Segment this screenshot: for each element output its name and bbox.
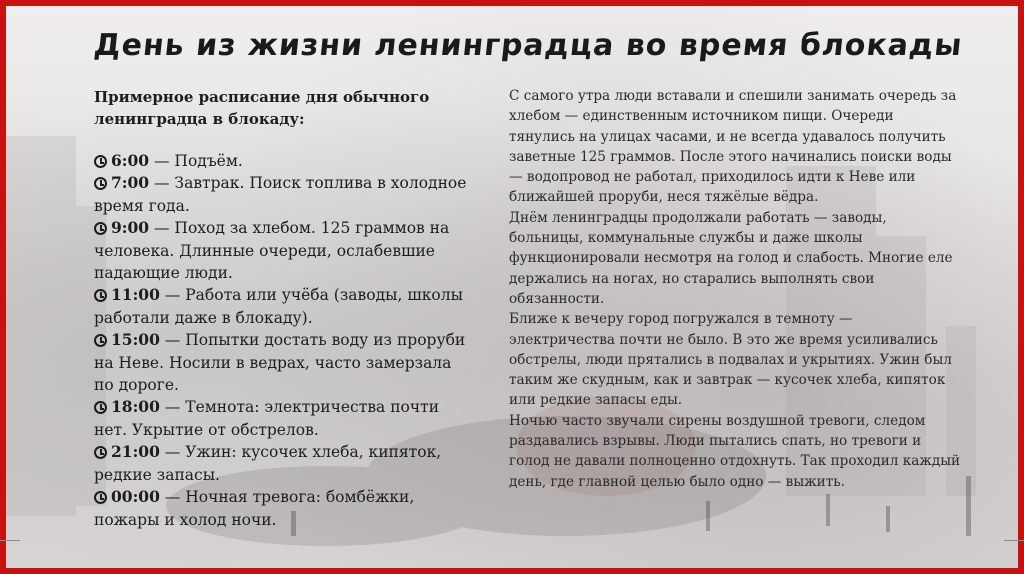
narrative-paragraph-day: Днём ленинградцы продолжали работать — заводы, больницы, коммунальные службы и даже школы функционировали несмотря на голод и слабость. Многие еле держались на ногах, но старались выполнять свои обязанности. [509, 209, 953, 307]
schedule-item-1800 [94, 396, 474, 441]
schedule-text: — Попытки достать воду из проруби на Неве. Носили в ведрах, часто замерзала по дороге. [94, 331, 466, 395]
schedule-panel [94, 86, 474, 531]
clock-icon [94, 491, 107, 504]
schedule-time: 21:00 [111, 442, 160, 462]
schedule-item-0900 [94, 217, 474, 284]
schedule-text: — Поход за хлебом. 125 граммов на человека. Длинные очереди, ослабевшие падающие люди. [94, 219, 450, 283]
schedule-item-1500 [94, 329, 474, 396]
clock-icon [94, 177, 107, 190]
right-edge-line [1004, 540, 1024, 541]
page-title: День из жизни ленинградца во время блокады [92, 28, 965, 63]
schedule-text: — Работа или учёба (заводы, школы работали даже в блокаду). [94, 286, 463, 327]
clock-icon [94, 401, 107, 414]
narrative-panel [509, 86, 961, 492]
schedule-item-1100 [94, 284, 474, 329]
schedule-text: — Подъём. [149, 152, 243, 170]
clock-icon [94, 222, 107, 235]
narrative-paragraph-evening: Ближе к вечеру город погружался в темноту — электричества почти не было. В это же время усиливались обстрелы, люди прятались в подвалах и укрытиях. Ужин был таким же скудным, как и завтрак — кусочек хлеба, кипяток или редкие запасы еды. [509, 311, 952, 409]
left-edge-line [0, 540, 20, 541]
schedule-text: — Темнота: электричества почти нет. Укрытие от обстрелов. [94, 398, 440, 439]
schedule-time: 11:00 [111, 285, 160, 305]
schedule-time: 6:00 [111, 151, 150, 170]
schedule-item-2100 [94, 441, 474, 486]
schedule-text: — Ужин: кусочек хлеба, кипяток, редкие запасы. [94, 443, 442, 484]
schedule-item-0600 [94, 150, 474, 172]
schedule-time: 18:00 [111, 397, 160, 417]
schedule-text: — Завтрак. Поиск топлива в холодное время года. [94, 174, 467, 215]
schedule-heading-line1: Примерное расписание дня обычного [94, 88, 430, 106]
clock-icon [94, 446, 107, 459]
schedule-text: — Ночная тревога: бомбёжки, пожары и холод ночи. [94, 488, 415, 529]
schedule-heading [94, 86, 474, 130]
schedule-time: 7:00 [111, 173, 150, 193]
schedule-heading-line2: ленинградца в блокаду: [94, 110, 305, 128]
clock-icon [94, 334, 107, 347]
schedule-item-0000 [94, 486, 474, 531]
narrative-paragraph-morning: С самого утра люди вставали и спешили занимать очередь за хлебом — единственным источником пищи. Очереди тянулись на улицах часами, и не всегда удавалось получить заветные 125 граммов. После этого начинались поиски воды — водопровод не работал, приходилось идти к Неве или ближайшей проруби, неся тяжёлые вёдра. [509, 88, 957, 206]
schedule-time: 15:00 [111, 330, 160, 350]
schedule-item-0700 [94, 172, 474, 217]
narrative-paragraph-night: Ночью часто звучали сирены воздушной тревоги, следом раздавались взрывы. Люди пытались спать, но тревоги и голод не давали полноценно отдохнуть. Так проходил каждый день, где главной целью было одно — выжить. [509, 412, 961, 490]
schedule-time: 9:00 [111, 218, 150, 238]
clock-icon [94, 289, 107, 302]
schedule-time: 00:00 [111, 487, 160, 507]
clock-icon [94, 155, 107, 168]
